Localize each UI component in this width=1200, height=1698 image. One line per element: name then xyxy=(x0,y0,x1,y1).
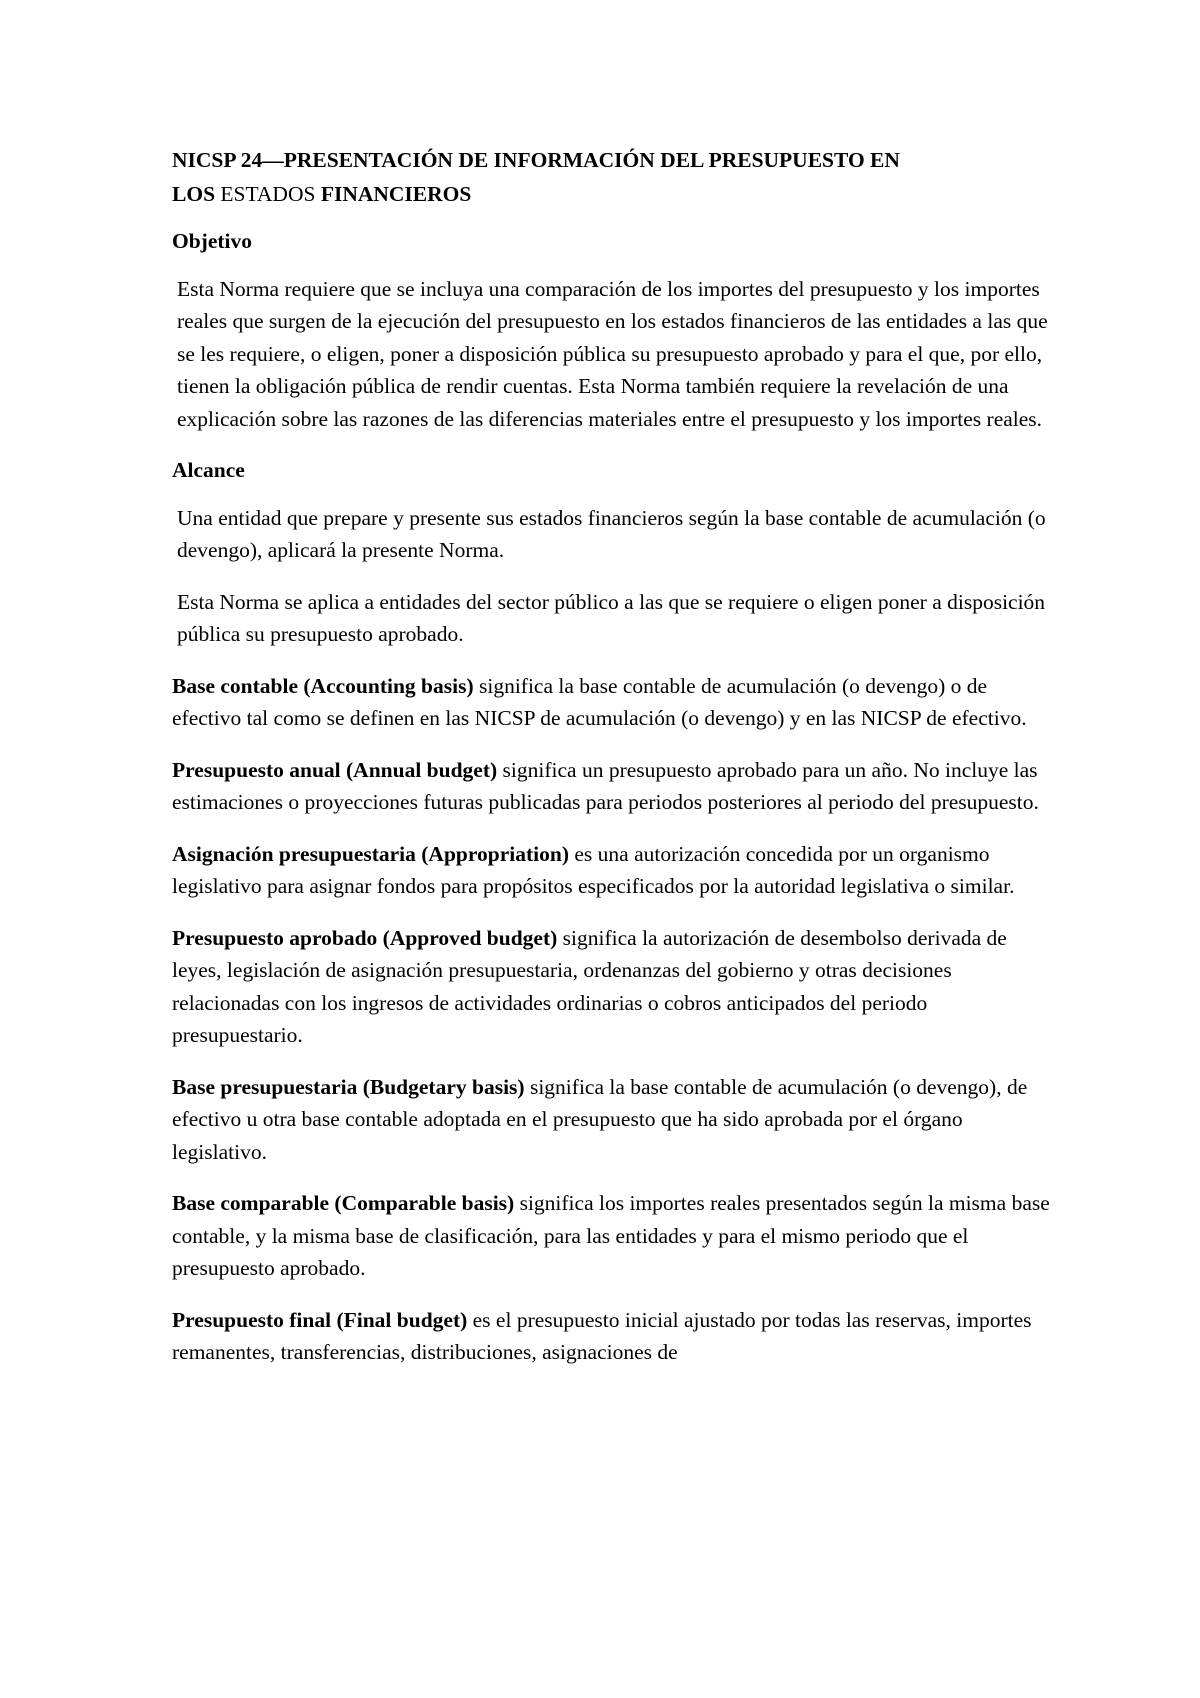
definition-text: significa un presupuesto aprobado para un año. No incluye las estimaciones o proyecciones futuras publicadas para periodos posteriores al periodo del presupuesto. xyxy=(172,757,1039,814)
definition-accounting-basis xyxy=(172,670,1052,735)
definition-term: Base presupuestaria (Budgetary basis) xyxy=(172,1074,525,1099)
document-page xyxy=(172,143,1052,1388)
title-line-2-middle: ESTADOS xyxy=(220,182,316,206)
definition-text: es el presupuesto inicial ajustado por todas las reservas, importes remanentes, transferencias, distribuciones, asignaciones de xyxy=(172,1307,1032,1364)
title-line-1: NICSP 24—PRESENTACIÓN DE INFORMACIÓN DEL PRESUPUESTO EN xyxy=(172,148,900,172)
definition-comparable-basis xyxy=(172,1187,1052,1285)
alcance-paragraph-1: Una entidad que prepare y presente sus estados financieros según la base contable de acumulación (o devengo), aplicará la presente Norma. xyxy=(177,505,1046,562)
alcance-heading: Alcance xyxy=(172,458,245,482)
title-line-2-start: LOS xyxy=(172,182,216,206)
definition-text: es una autorización concedida por un organismo legislativo para asignar fondos para propósitos especificados por la autoridad legislativa o similar. xyxy=(172,841,1015,898)
objetivo-paragraph: Esta Norma requiere que se incluya una comparación de los importes del presupuesto y los importes reales que surgen de la ejecución del presupuesto en los estados financieros de las entidades a las que se les requiere, o eligen, poner a disposición pública su presupuesto aprobado y para el que, por ello, tienen la obligación pública de rendir cuentas. Esta Norma también requiere la revelación de una explicación sobre las razones de las diferencias materiales entre el presupuesto y los importes reales. xyxy=(177,276,1048,431)
definition-final-budget xyxy=(172,1304,1052,1369)
definition-text: significa la base contable de acumulación (o devengo), de efectivo u otra base contable adoptada en el presupuesto que ha sido aprobada por el órgano legislativo. xyxy=(172,1074,1028,1164)
definition-budgetary-basis xyxy=(172,1071,1052,1169)
definition-term: Presupuesto anual (Annual budget) xyxy=(172,757,498,782)
objetivo-heading: Objetivo xyxy=(172,229,253,253)
title-line-2-end: FINANCIEROS xyxy=(320,182,472,206)
definition-term: Presupuesto aprobado (Approved budget) xyxy=(172,925,558,950)
definition-term: Base comparable (Comparable basis) xyxy=(172,1191,515,1215)
definition-term: Asignación presupuestaria (Appropriation) xyxy=(172,841,570,866)
document-title xyxy=(172,143,1052,211)
definition-text: significa los importes reales presentados según la misma base contable, y la misma base de clasificación, para las entidades y para el mismo periodo que el presupuesto aprobado. xyxy=(172,1191,1050,1280)
alcance-paragraph-2: Esta Norma se aplica a entidades del sector público a las que se requiere o eligen poner a disposición pública su presupuesto aprobado. xyxy=(177,589,1046,646)
definition-approved-budget xyxy=(172,922,1052,1052)
definition-text: significa la autorización de desembolso derivada de leyes, legislación de asignación presupuestaria, ordenanzas del gobierno y otras decisiones relacionadas con los ingresos de actividades ordinarias o cobros anticipados del periodo presupuestario. xyxy=(172,925,1007,1047)
definition-term: Presupuesto final (Final budget) xyxy=(172,1307,468,1332)
definition-term: Base contable (Accounting basis) xyxy=(172,673,474,698)
definition-annual-budget xyxy=(172,754,1052,819)
definition-text: significa la base contable de acumulación (o devengo) o de efectivo tal como se definen en las NICSP de acumulación (o devengo) y en las NICSP de efectivo. xyxy=(172,673,1027,730)
definition-appropriation xyxy=(172,838,1052,903)
